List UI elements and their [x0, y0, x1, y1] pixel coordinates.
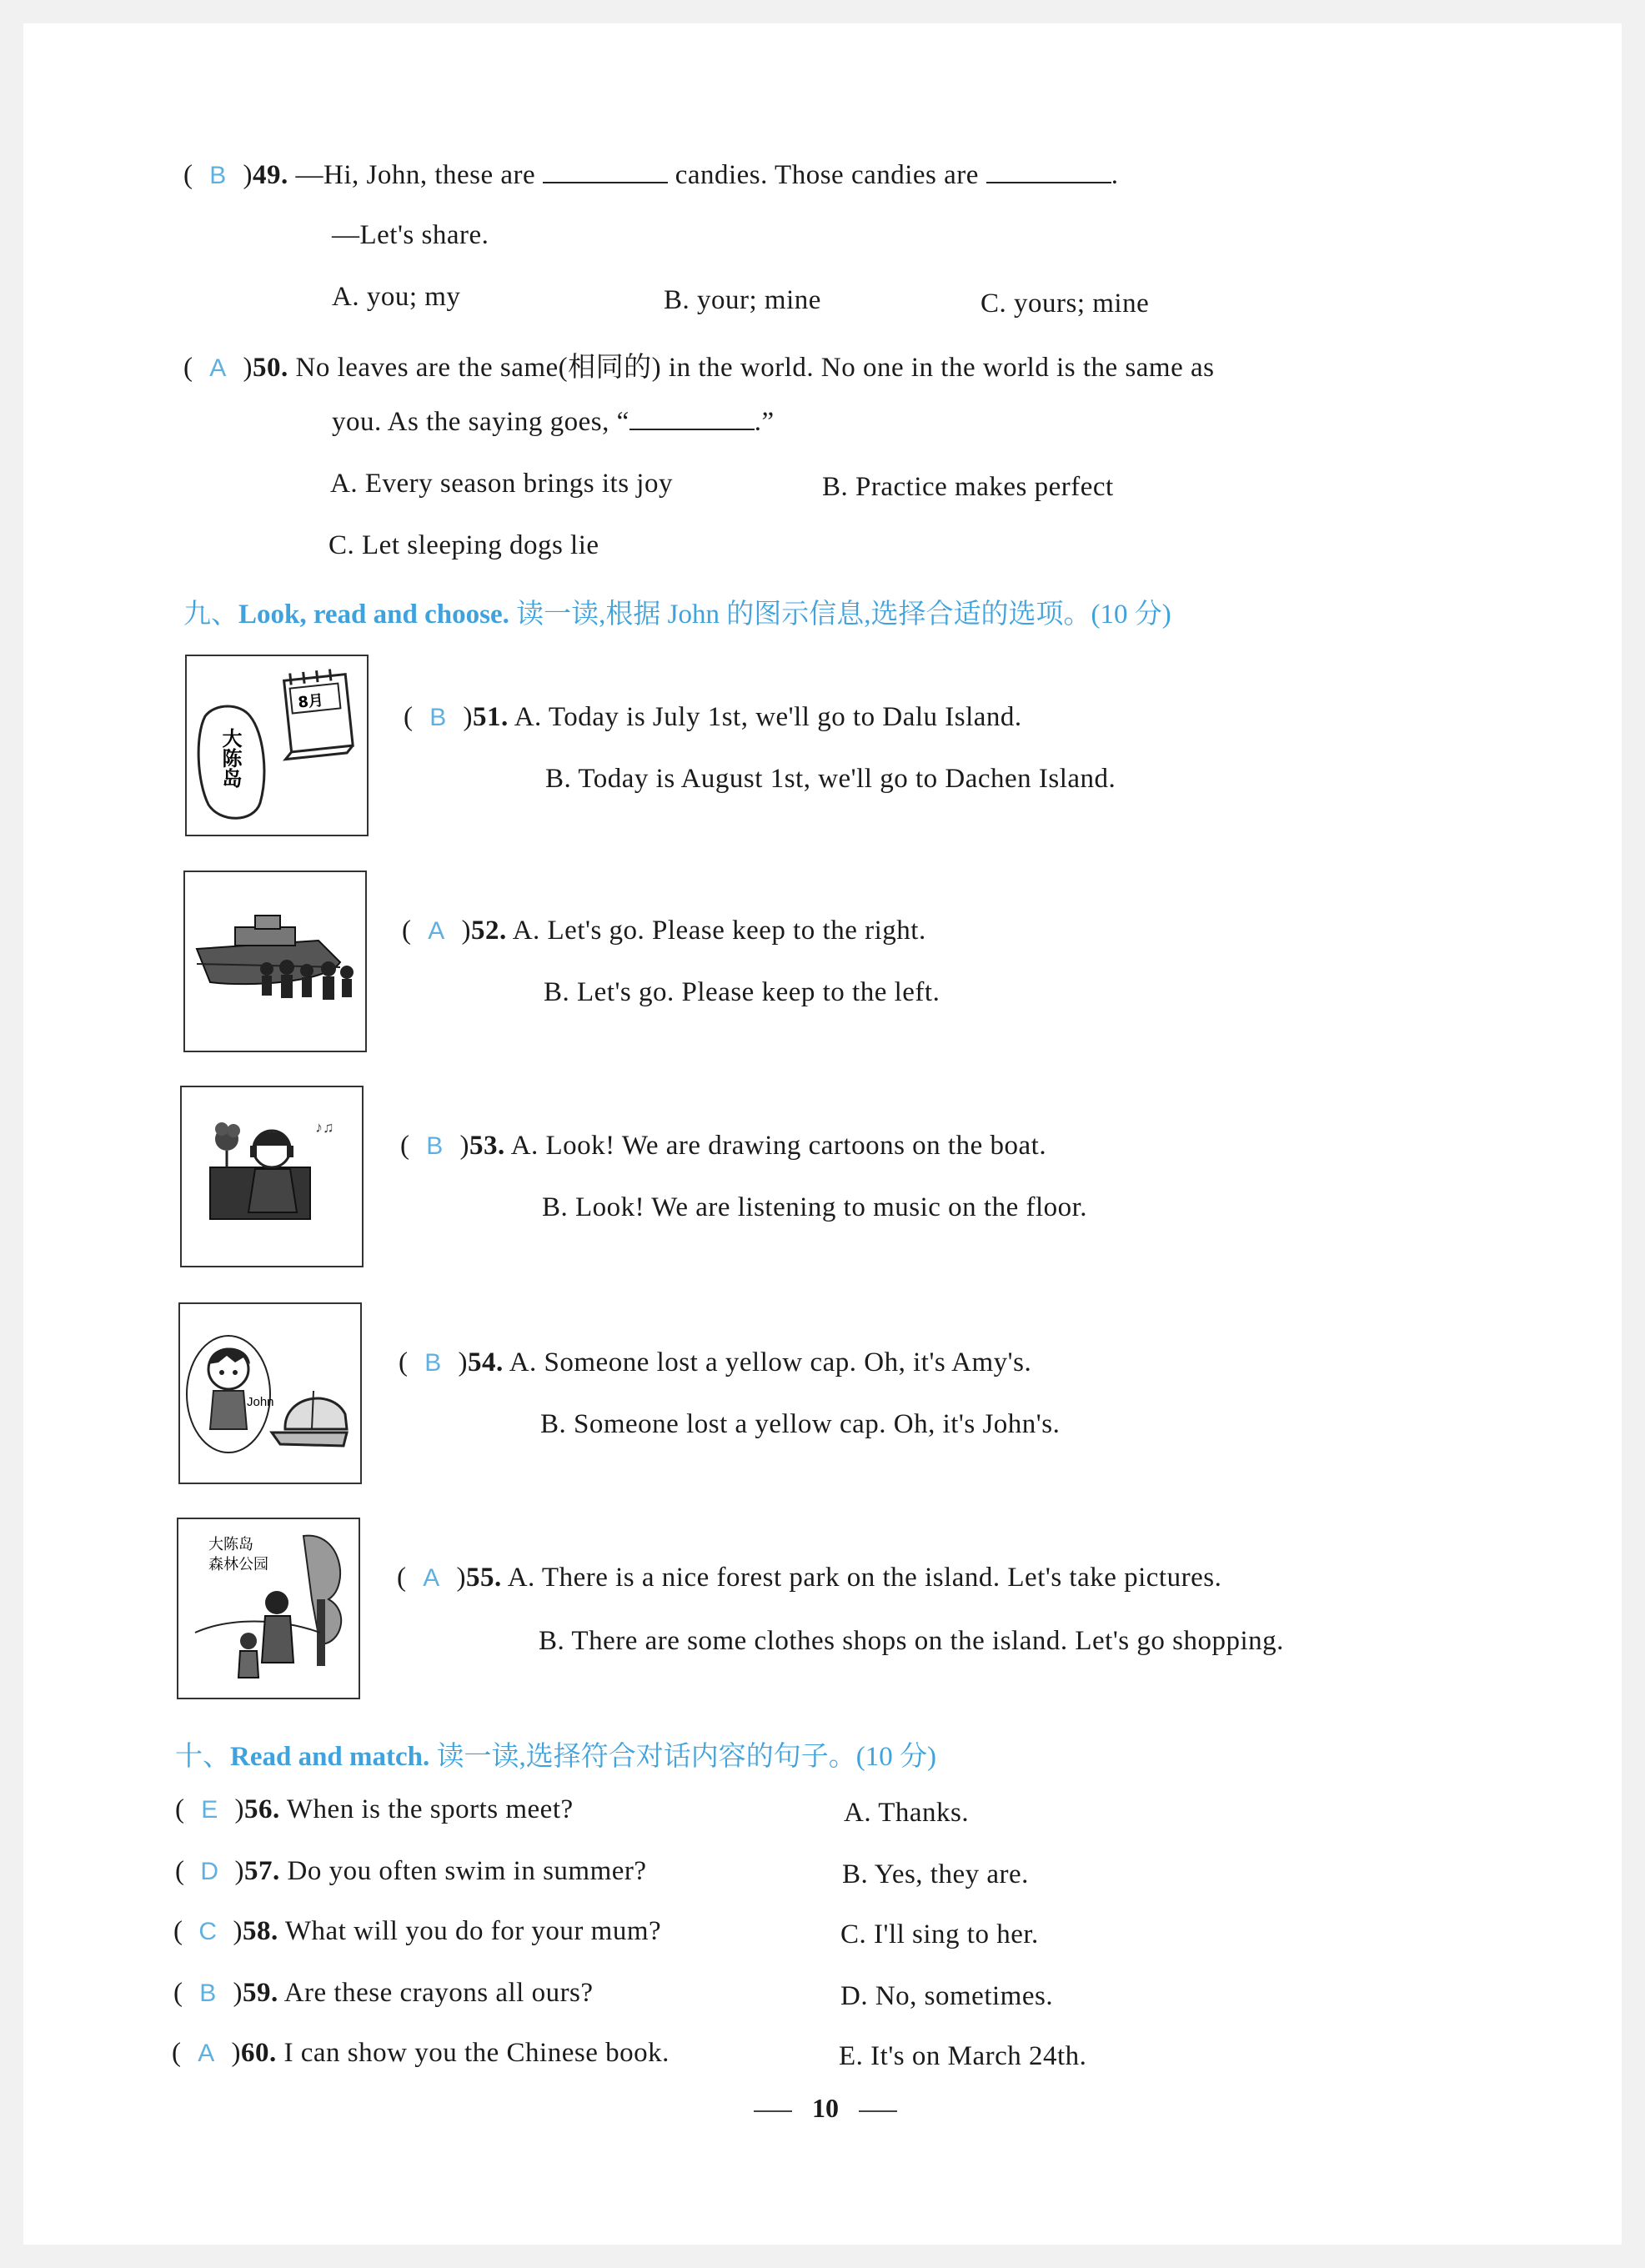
picture-55	[177, 1518, 360, 1699]
answer-49: B	[209, 162, 227, 189]
answer-60: A	[198, 2040, 215, 2067]
option-54-b: B. Someone lost a yellow cap. Oh, it's John's.	[540, 1409, 1061, 1439]
john-cap-illustration	[180, 1304, 360, 1483]
question-52: ( A )52. A. Let's go. Please keep to the right.	[402, 916, 926, 946]
question-51: ( B )51. A. Today is July 1st, we'll go to Dalu Island.	[404, 702, 1022, 732]
blank-49-1	[543, 160, 668, 183]
answer-53: B	[426, 1132, 444, 1160]
answer-51: B	[429, 704, 447, 731]
blank-49-2	[986, 160, 1111, 183]
option-49-a: A. you; my	[332, 282, 461, 312]
answer-58: C	[198, 1918, 218, 1945]
question-54: ( B )54. A. Someone lost a yellow cap. Oh, it's Amy's.	[399, 1347, 1032, 1377]
question-50: ( A )50. No leaves are the same(相同的) in the world. No one in the world is the same as	[183, 353, 1215, 383]
option-50-b: B. Practice makes perfect	[822, 472, 1114, 502]
question-55: ( A )55. A. There is a nice forest park on the island. Let's take pictures.	[397, 1563, 1222, 1593]
match-option-a: A. Thanks.	[844, 1798, 970, 1828]
section-10-title: 十、Read and match. 读一读,选择符合对话内容的句子。(10 分)	[175, 1742, 937, 1772]
music-note-icon: ♪♫	[315, 1119, 334, 1136]
music-listening-illustration	[182, 1087, 362, 1266]
match-option-e: E. It's on March 24th.	[839, 2041, 1087, 2071]
answer-56: E	[201, 1796, 218, 1824]
forest-park-illustration	[178, 1519, 359, 1698]
calendar-label: 8月	[297, 691, 324, 712]
footer-dash-right	[859, 2110, 897, 2112]
question-58: ( C )58. What will you do for your mum?	[173, 1916, 662, 1946]
answer-54: B	[424, 1349, 442, 1377]
ship-people-illustration	[185, 872, 365, 1051]
park-sign-line1: 大陈岛	[208, 1536, 253, 1553]
island-sign-label: 大陈岛	[218, 728, 242, 788]
calendar-island-illustration	[187, 656, 367, 835]
footer-dash-left	[754, 2110, 792, 2112]
picture-53	[180, 1086, 364, 1267]
question-56: ( E )56. When is the sports meet?	[175, 1794, 574, 1824]
blank-50	[629, 407, 755, 430]
option-55-b: B. There are some clothes shops on the island. Let's go shopping.	[539, 1626, 1284, 1656]
question-53: ( B )53. A. Look! We are drawing cartoons on the boat.	[400, 1131, 1047, 1161]
option-49-b: B. your; mine	[664, 285, 821, 315]
option-50-c: C. Let sleeping dogs lie	[328, 530, 599, 560]
john-tag: John	[247, 1395, 274, 1409]
picture-52	[183, 871, 367, 1052]
question-49-line2: —Let's share.	[332, 220, 489, 250]
match-option-b: B. Yes, they are.	[842, 1859, 1029, 1889]
picture-51	[185, 655, 369, 836]
option-51-b: B. Today is August 1st, we'll go to Dachen Island.	[545, 764, 1116, 794]
question-60: ( A )60. I can show you the Chinese book.	[172, 2038, 670, 2068]
answer-52: A	[428, 917, 445, 945]
option-49-c: C. yours; mine	[980, 289, 1150, 319]
answer-59: B	[199, 1979, 217, 2007]
park-sign-line2: 森林公园	[208, 1556, 268, 1573]
picture-54	[178, 1302, 362, 1484]
page-number: 10	[734, 2093, 917, 2124]
section-9-title: 九、Look, read and choose. 读一读,根据 John 的图示信息,选择合适的选项。(10 分)	[183, 600, 1171, 630]
question-59: ( B )59. Are these crayons all ours?	[173, 1978, 594, 2008]
option-50-a: A. Every season brings its joy	[330, 469, 673, 499]
question-50-line2: you. As the saying goes, “ .”	[332, 407, 775, 437]
match-option-c: C. I'll sing to her.	[840, 1919, 1039, 1949]
option-53-b: B. Look! We are listening to music on the floor.	[542, 1192, 1088, 1222]
answer-57: D	[200, 1858, 219, 1885]
question-57: ( D )57. Do you often swim in summer?	[175, 1856, 647, 1886]
answer-55: A	[423, 1564, 440, 1592]
option-52-b: B. Let's go. Please keep to the left.	[544, 977, 940, 1007]
match-option-d: D. No, sometimes.	[840, 1981, 1054, 2011]
answer-50: A	[209, 354, 227, 382]
question-49: ( B )49. —Hi, John, these are candies. Those candies are .	[183, 160, 1119, 190]
